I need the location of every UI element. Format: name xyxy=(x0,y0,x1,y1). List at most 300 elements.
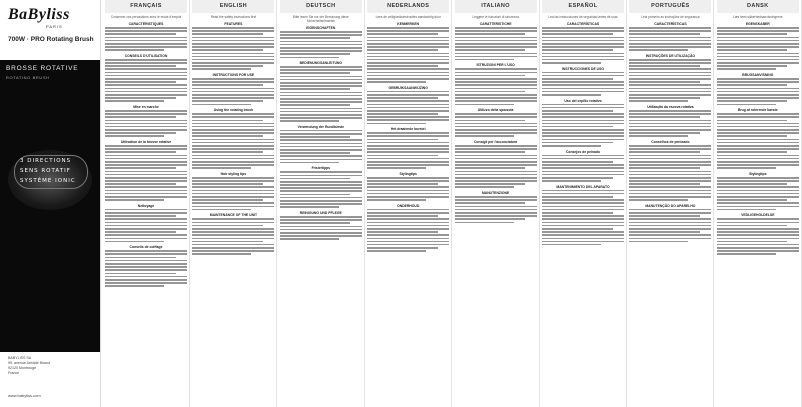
text-line xyxy=(280,190,362,192)
language-column-4 xyxy=(453,0,540,407)
text-line xyxy=(717,68,776,70)
text-line xyxy=(629,135,688,137)
text-line xyxy=(280,200,362,202)
section-heading: Hair styling tips xyxy=(220,171,247,176)
text-line xyxy=(629,225,711,227)
section-heading: Conseils de coiffage xyxy=(129,245,163,250)
text-line xyxy=(105,241,164,243)
text-line xyxy=(192,78,274,80)
text-line xyxy=(367,49,438,51)
text-line xyxy=(192,30,274,32)
text-line xyxy=(629,72,711,74)
text-line xyxy=(105,190,187,192)
section-heading: REINIGUNG UND PFLEGE xyxy=(299,211,342,215)
text-line xyxy=(455,129,537,131)
text-line xyxy=(192,225,263,227)
text-line xyxy=(629,180,711,182)
text-line xyxy=(629,84,711,86)
text-line xyxy=(367,196,449,198)
text-line xyxy=(367,167,426,169)
section-heading: Conselhos de penteado xyxy=(651,140,690,145)
text-line xyxy=(717,27,799,29)
text-line xyxy=(280,108,362,110)
text-line xyxy=(367,231,438,233)
text-line xyxy=(455,155,537,157)
text-line xyxy=(542,215,624,217)
text-line xyxy=(192,129,274,131)
text-line xyxy=(367,193,449,195)
text-line xyxy=(105,68,187,70)
text-line xyxy=(717,113,799,115)
text-line xyxy=(717,158,799,160)
text-line xyxy=(192,120,263,122)
text-line xyxy=(455,145,537,147)
text-line xyxy=(629,193,711,195)
text-line xyxy=(105,46,187,48)
text-line xyxy=(280,181,362,183)
text-line xyxy=(192,43,274,45)
text-line xyxy=(192,167,251,169)
text-line xyxy=(105,59,187,61)
text-line xyxy=(280,92,362,94)
text-line xyxy=(105,88,187,90)
section-heading: BRUGSANVISNING xyxy=(742,73,774,78)
text-line xyxy=(367,72,449,74)
text-line xyxy=(280,111,362,113)
text-line xyxy=(192,84,263,86)
text-line xyxy=(280,41,362,43)
text-line xyxy=(280,155,362,157)
text-line xyxy=(192,142,274,144)
text-line xyxy=(105,215,176,217)
text-line xyxy=(717,120,788,122)
text-line xyxy=(192,250,274,252)
section-heading: CONSEILS D'UTILISATION xyxy=(124,53,168,58)
text-line xyxy=(455,199,537,201)
text-line xyxy=(455,177,537,179)
text-line xyxy=(455,49,526,51)
text-line xyxy=(105,231,176,233)
text-line xyxy=(367,186,449,188)
text-line xyxy=(455,186,514,188)
text-line xyxy=(367,107,449,109)
text-line xyxy=(280,238,339,240)
text-line xyxy=(367,155,438,157)
text-line xyxy=(542,59,624,61)
text-line xyxy=(717,94,799,96)
text-line xyxy=(717,53,799,55)
text-line xyxy=(455,27,537,29)
text-line xyxy=(192,158,274,160)
text-line xyxy=(280,143,362,145)
text-line xyxy=(105,151,176,153)
section-heading: Uso del cepillo rotativo xyxy=(564,98,602,103)
text-line xyxy=(717,151,788,153)
text-line xyxy=(629,75,711,77)
text-line xyxy=(280,194,351,196)
brand-city: PARIS xyxy=(46,24,63,29)
text-line xyxy=(717,104,776,106)
text-line xyxy=(455,171,537,173)
text-line xyxy=(105,225,187,227)
text-line xyxy=(105,212,187,214)
text-line xyxy=(367,110,449,112)
badge-line-1: 3 DIRECTIONS xyxy=(20,158,72,164)
text-line xyxy=(280,50,362,52)
text-line xyxy=(280,206,339,208)
text-line xyxy=(717,33,788,35)
language-column-6 xyxy=(627,0,714,407)
text-line xyxy=(192,177,274,179)
text-line xyxy=(542,132,624,134)
section-heading: Stylingtips xyxy=(749,171,767,176)
text-line xyxy=(717,97,799,99)
text-line xyxy=(367,145,449,147)
text-line xyxy=(542,94,601,96)
text-line xyxy=(629,174,711,176)
language-intro: Conserver ces précautions avec le mode d'emploi xyxy=(110,15,182,19)
text-line xyxy=(367,218,449,220)
text-line xyxy=(629,158,711,160)
text-line xyxy=(629,33,700,35)
text-line xyxy=(367,199,426,201)
section-heading: VEDLIGEHOLDELSE xyxy=(741,213,775,218)
text-line xyxy=(717,206,799,208)
text-line xyxy=(542,161,613,163)
text-line xyxy=(455,116,537,118)
text-line xyxy=(455,202,526,204)
text-line xyxy=(192,126,274,128)
text-line xyxy=(542,27,624,29)
text-line xyxy=(455,135,514,137)
text-line xyxy=(192,68,251,70)
text-line xyxy=(629,68,711,70)
text-line xyxy=(105,279,187,281)
text-line xyxy=(105,37,187,39)
text-line xyxy=(367,244,449,246)
text-line xyxy=(105,174,187,176)
text-line xyxy=(192,62,274,64)
text-line xyxy=(717,37,799,39)
text-line xyxy=(192,231,274,233)
text-line xyxy=(367,97,438,99)
text-line xyxy=(717,186,799,188)
text-line xyxy=(542,88,624,90)
section-heading: Frisiertipps xyxy=(311,166,331,171)
text-line xyxy=(192,234,274,236)
text-line xyxy=(629,186,711,188)
text-line xyxy=(105,94,187,96)
text-line xyxy=(280,133,362,135)
text-line xyxy=(542,190,624,192)
text-line xyxy=(367,238,449,240)
text-line xyxy=(367,142,449,144)
text-line xyxy=(455,151,526,153)
text-line xyxy=(367,113,438,115)
text-line xyxy=(629,100,688,102)
text-line xyxy=(542,225,624,227)
text-line xyxy=(192,148,274,150)
text-line xyxy=(367,250,426,252)
text-line xyxy=(105,65,176,67)
text-line xyxy=(717,81,799,83)
text-line xyxy=(280,114,362,116)
text-line xyxy=(192,244,274,246)
text-line xyxy=(192,59,274,61)
text-line xyxy=(455,30,537,32)
section-heading: CARACTERÍSTICAS xyxy=(566,22,600,26)
text-line xyxy=(192,91,274,93)
text-line xyxy=(280,57,339,59)
text-line xyxy=(105,158,187,160)
language-column-7 xyxy=(715,0,802,407)
text-line xyxy=(105,33,176,35)
text-line xyxy=(542,43,624,45)
text-line xyxy=(542,110,613,112)
text-line xyxy=(455,53,537,55)
text-line xyxy=(105,126,187,128)
text-line xyxy=(717,129,799,131)
text-line xyxy=(717,91,799,93)
text-line xyxy=(455,97,537,99)
text-line xyxy=(367,75,449,77)
text-line xyxy=(629,94,711,96)
text-line xyxy=(455,196,537,198)
text-line xyxy=(105,238,187,240)
text-line xyxy=(192,193,274,195)
section-heading: ONDERHOUD xyxy=(397,203,420,208)
section-heading: Stylingtips xyxy=(399,171,417,176)
text-line xyxy=(105,234,187,236)
section-heading: MAINTENANCE OF THE UNIT xyxy=(209,213,258,218)
text-line xyxy=(105,269,187,271)
text-line xyxy=(629,110,711,112)
text-line xyxy=(105,78,187,80)
text-line xyxy=(717,30,799,32)
text-line xyxy=(717,123,799,125)
text-line xyxy=(280,79,362,81)
text-line xyxy=(455,40,537,42)
text-line xyxy=(629,167,700,169)
text-line xyxy=(105,266,187,268)
text-line xyxy=(367,183,438,185)
text-line xyxy=(717,199,788,201)
text-line xyxy=(280,53,351,55)
section-heading: KENMERKEN xyxy=(397,22,420,26)
language-column-5 xyxy=(540,0,627,407)
text-line xyxy=(280,152,351,154)
text-line xyxy=(280,82,362,84)
text-line xyxy=(105,285,164,287)
text-line xyxy=(192,186,274,188)
text-line xyxy=(629,59,711,61)
text-line xyxy=(455,218,526,220)
text-line xyxy=(105,155,187,157)
text-line xyxy=(717,218,799,220)
text-line xyxy=(717,84,788,86)
text-line xyxy=(280,226,362,228)
text-line xyxy=(192,222,274,224)
text-line xyxy=(192,202,274,204)
text-line xyxy=(105,253,187,255)
text-line xyxy=(280,69,362,71)
text-line xyxy=(542,177,613,179)
text-line xyxy=(367,151,449,153)
text-line xyxy=(629,123,711,125)
text-line xyxy=(367,225,449,227)
text-line xyxy=(717,190,799,192)
language-intro: Lees de veiligheidsinstructies aandachtig door xyxy=(375,15,441,19)
text-line xyxy=(455,215,537,217)
text-line xyxy=(280,34,362,36)
text-line xyxy=(367,94,449,96)
text-line xyxy=(629,113,711,115)
text-line xyxy=(105,171,187,173)
text-line xyxy=(455,84,537,86)
text-line xyxy=(192,196,274,198)
language-heading: PORTUGUÊS xyxy=(629,0,711,13)
text-line xyxy=(455,91,526,93)
text-line xyxy=(542,56,624,58)
text-line xyxy=(542,222,624,224)
text-line xyxy=(105,177,187,179)
text-line xyxy=(105,30,187,32)
text-line xyxy=(280,139,362,141)
text-line xyxy=(105,276,187,278)
text-line xyxy=(280,229,362,231)
text-line xyxy=(367,100,449,102)
text-line xyxy=(717,62,799,64)
text-line xyxy=(455,56,537,58)
text-line xyxy=(629,151,700,153)
text-line xyxy=(455,158,537,160)
text-line xyxy=(280,216,362,218)
text-line xyxy=(367,78,449,80)
text-line xyxy=(717,116,799,118)
section-heading: EIGENSCHAFTEN xyxy=(306,26,336,30)
text-line xyxy=(717,40,799,42)
text-line xyxy=(629,218,711,220)
text-line xyxy=(455,33,526,35)
section-heading: MANUTENÇÃO DO APARELHO xyxy=(645,203,696,208)
text-line xyxy=(367,30,449,32)
text-line xyxy=(455,59,514,61)
text-line xyxy=(367,161,449,163)
text-line xyxy=(280,66,362,68)
text-line xyxy=(192,145,274,147)
text-line xyxy=(629,209,711,211)
text-line xyxy=(280,197,362,199)
brand-logo: BaByliss xyxy=(8,6,70,23)
text-line xyxy=(105,260,187,262)
text-line xyxy=(717,78,799,80)
text-line xyxy=(717,250,799,252)
text-line xyxy=(542,81,624,83)
text-line xyxy=(629,132,700,134)
text-line xyxy=(192,116,274,118)
text-line xyxy=(105,180,187,182)
text-line xyxy=(717,59,799,61)
text-line xyxy=(629,164,711,166)
text-line xyxy=(192,183,263,185)
text-line xyxy=(280,120,339,122)
text-line xyxy=(105,228,187,230)
text-line xyxy=(455,94,537,96)
text-line xyxy=(717,142,799,144)
text-line xyxy=(455,132,537,134)
text-line xyxy=(542,145,601,147)
text-line xyxy=(367,158,449,160)
text-line xyxy=(280,31,362,33)
text-line xyxy=(192,238,274,240)
text-line xyxy=(192,139,274,141)
text-line xyxy=(629,116,700,118)
text-line xyxy=(542,244,601,246)
text-line xyxy=(105,167,176,169)
language-column-0 xyxy=(103,0,190,407)
text-line xyxy=(105,43,187,45)
text-line xyxy=(280,76,362,78)
text-line xyxy=(542,53,624,55)
text-line xyxy=(629,145,711,147)
text-line xyxy=(455,37,537,39)
text-line xyxy=(717,241,788,243)
text-line xyxy=(717,234,799,236)
section-heading: BEDIENUNGSANLEITUNG xyxy=(299,61,342,66)
text-line xyxy=(192,253,251,255)
text-line xyxy=(367,148,449,150)
text-line xyxy=(105,129,187,131)
text-line xyxy=(280,47,362,49)
text-line xyxy=(105,72,187,74)
text-line xyxy=(542,238,624,240)
text-line xyxy=(367,40,449,42)
language-column-2 xyxy=(278,0,365,407)
text-line xyxy=(367,104,449,106)
text-line xyxy=(542,155,624,157)
text-line xyxy=(105,135,164,137)
text-line xyxy=(367,190,449,192)
text-line xyxy=(629,199,688,201)
text-line xyxy=(367,135,449,137)
text-line xyxy=(367,33,438,35)
text-line xyxy=(280,159,362,161)
text-line xyxy=(105,81,176,83)
text-line xyxy=(455,72,537,74)
text-line xyxy=(367,62,449,64)
section-heading: MANTENIMIENTO DEL APARATO xyxy=(556,184,610,189)
section-heading: Het draaiende borstel xyxy=(390,127,426,132)
text-line xyxy=(455,120,526,122)
text-line xyxy=(367,91,449,93)
text-line xyxy=(455,148,537,150)
text-line xyxy=(717,155,799,157)
text-line xyxy=(105,75,187,77)
text-line xyxy=(717,247,799,249)
text-line xyxy=(105,273,176,275)
text-line xyxy=(542,209,624,211)
language-column-1 xyxy=(190,0,277,407)
text-line xyxy=(105,186,187,188)
text-line xyxy=(280,162,339,164)
text-line xyxy=(105,116,176,118)
website-link[interactable]: www.babyliss.com xyxy=(8,393,41,398)
text-line xyxy=(367,119,449,121)
text-line xyxy=(280,203,362,205)
text-line xyxy=(192,199,263,201)
section-heading: ISTRUZIONI PER L'USO xyxy=(476,63,515,68)
text-line xyxy=(192,132,274,134)
